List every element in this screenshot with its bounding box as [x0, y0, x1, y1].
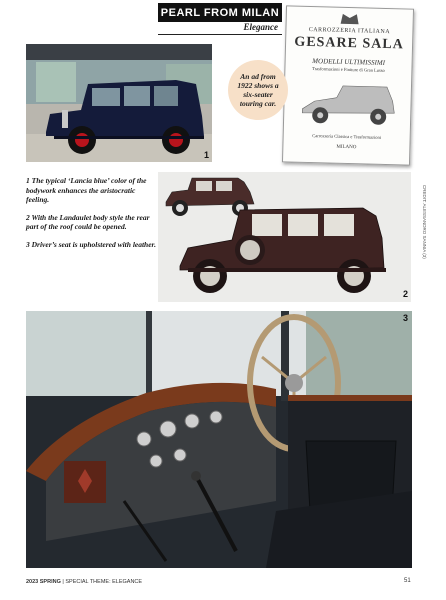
ad-line4: Trasformazioni e Finiture di Gran Lusso: [312, 66, 385, 73]
crest-icon: [339, 12, 361, 27]
ad-line6: MILANO: [336, 144, 357, 151]
page-number: 51: [404, 578, 411, 584]
ad-callout: [228, 60, 288, 120]
footer-separator: |: [62, 579, 64, 585]
ad-line3: MODELLI ULTIMISSIMI: [312, 57, 386, 67]
section-subtitle: Elegance: [158, 22, 282, 35]
ad-line1: CARROZZERIA ITALIANA: [308, 26, 391, 36]
photo-credit: [419, 185, 429, 305]
ad-callout-text: An ad from 1922 shows a six-seater touring car.: [237, 72, 279, 108]
section-title: PEARL FROM MILAN: [158, 3, 282, 22]
footer: [26, 579, 142, 585]
captions: [26, 176, 156, 257]
photo-number-2: 2: [403, 289, 409, 299]
vintage-ad: [282, 5, 414, 165]
photo-interior: [26, 311, 412, 568]
photo-number-1: 1: [204, 150, 210, 160]
ad-brand: GESARE SALA: [294, 34, 404, 53]
photo-credit-text: CREDIT: ALESSANDRO SANNIA (3): [422, 185, 427, 259]
photo-number-3: 3: [403, 313, 409, 323]
ad-car-illustration: [294, 75, 401, 130]
ad-line5: Carrozzeria Classica e Trasformazioni: [312, 133, 382, 140]
caption-1: 1 The typical ‘Lancia blue’ color of the bodywork enhances the aristocratic feeling.: [26, 176, 147, 204]
caption-3: 3 Driver’s seat is upholstered with leather.: [26, 239, 156, 249]
photo-landaulet-drawings: [158, 172, 411, 302]
footer-theme: SPECIAL THEME: ELEGANCE: [65, 579, 143, 585]
photo-blue-car: [26, 44, 212, 162]
footer-issue: 2023 SPRING: [26, 579, 61, 585]
caption-2: 2 With the Landaulet body style the rear part of the roof could be opened.: [26, 212, 150, 231]
